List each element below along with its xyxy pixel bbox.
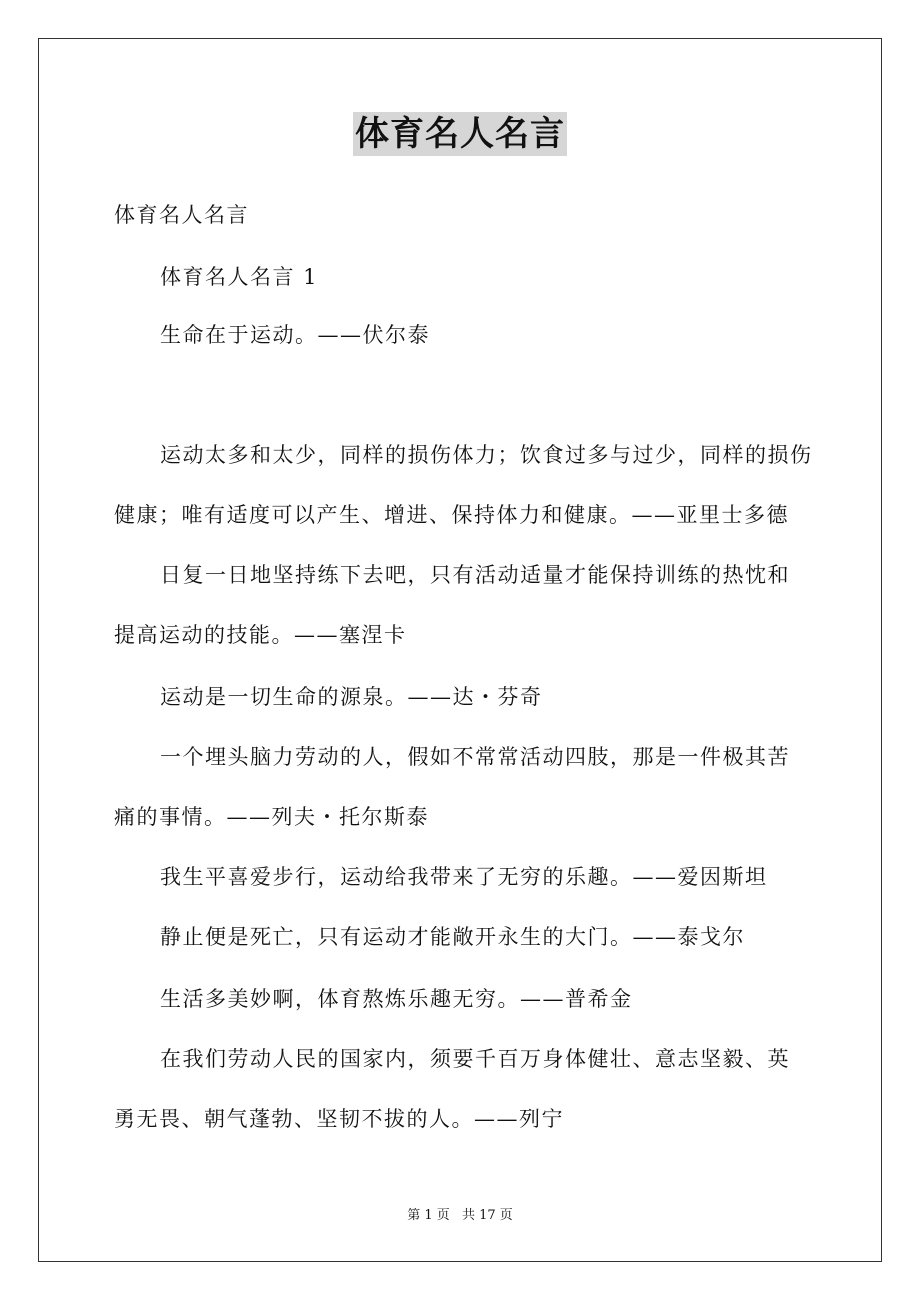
quote-line: 我生平喜爱步行，运动给我带来了无穷的乐趣。——爱因斯坦 (160, 865, 768, 889)
page-footer (0, 1206, 920, 1226)
document-title-text: 体育名人名言 (355, 114, 565, 154)
quote-line: 勇无畏、朝气蓬勃、坚韧不拔的人。——列宁 (114, 1107, 564, 1131)
quote-line: 健康；唯有适度可以产生、增进、保持体力和健康。——亚里士多德 (114, 503, 789, 527)
section-heading: 体育名人名言 1 (160, 265, 319, 289)
quote-line: 运动太多和太少，同样的损伤体力；饮食过多与过少，同样的损伤 (160, 443, 813, 467)
quote-line: 痛的事情。——列夫・托尔斯泰 (114, 805, 429, 829)
quote-line: 生命在于运动。——伏尔泰 (160, 323, 430, 347)
quote-line: 运动是一切生命的源泉。——达・芬奇 (160, 685, 543, 709)
quote-line: 日复一日地坚持练下去吧，只有活动适量才能保持训练的热忱和 (160, 563, 790, 587)
document-title (0, 112, 920, 156)
page-number: 第 1 页 (407, 1208, 450, 1223)
quote-line: 生活多美妙啊，体育熬炼乐趣无穷。——普希金 (160, 987, 633, 1011)
page-total: 共 17 页 (461, 1208, 513, 1223)
quote-line: 一个埋头脑力劳动的人，假如不常常活动四肢，那是一件极其苦 (160, 745, 790, 769)
quote-line: 在我们劳动人民的国家内，须要千百万身体健壮、意志坚毅、英 (160, 1047, 790, 1071)
document-subtitle: 体育名人名言 (114, 203, 249, 227)
quote-line: 静止便是死亡，只有运动才能敞开永生的大门。——泰戈尔 (160, 925, 745, 949)
quote-line: 提高运动的技能。——塞涅卡 (114, 623, 407, 647)
